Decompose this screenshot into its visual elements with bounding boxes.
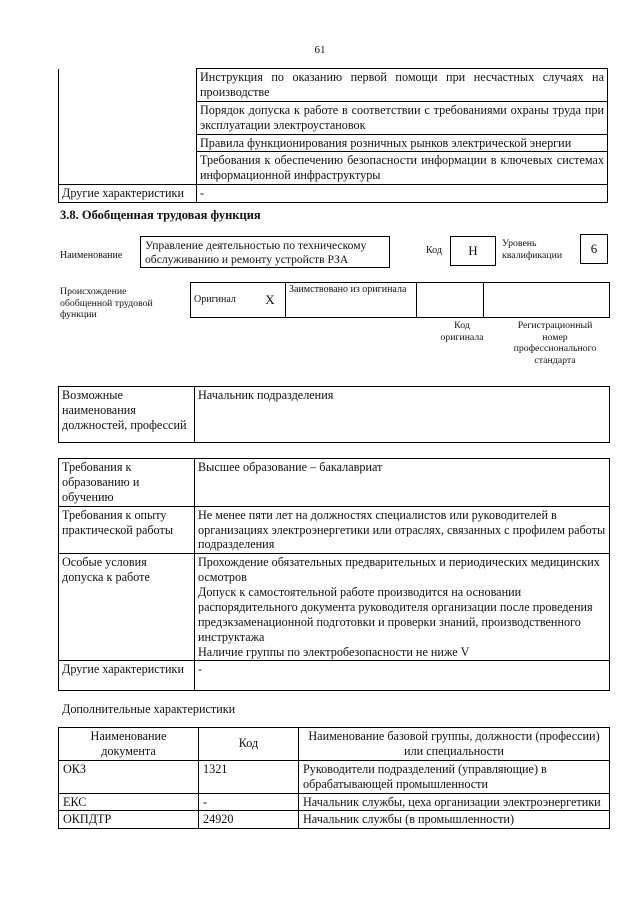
name-label: Наименование: [60, 250, 123, 261]
code-cell: 24920: [199, 811, 299, 829]
code-cell: 1321: [199, 760, 299, 793]
empty-label-cell: [59, 69, 197, 185]
additional-title: Дополнительные характеристики: [62, 702, 236, 716]
code-cell: -: [199, 793, 299, 811]
level-label: Уровень квалификации: [502, 238, 563, 261]
requirement-line: Наличие группы по электробезопасности не ниже V: [198, 644, 470, 659]
knowledge-item: Порядок допуска к работе в соответствии с требованиями охраны труда при эксплуатации электроустановок: [197, 101, 608, 134]
code-caption: Код оригинала: [440, 320, 484, 343]
requirement-line: Допуск к самостоятельной работе производится на основании распорядительного документа руководителя организации после проведения предэкзаменационной подготовки и проверки знаний, производственного инструктажа: [198, 585, 593, 644]
table-row: [59, 811, 610, 829]
requirement-value-list: [195, 554, 610, 661]
table-row: [59, 793, 610, 811]
name-cell: Начальник службы (в промышленности): [299, 811, 610, 829]
table-row: [59, 506, 610, 554]
requirement-value: Высшее образование – бакалавриат: [195, 459, 610, 507]
doc-cell: ОКПДТР: [59, 811, 199, 829]
origin-table: [190, 282, 610, 318]
table-row: [191, 283, 610, 318]
table-row: [59, 185, 608, 203]
page-number: 61: [314, 44, 326, 56]
knowledge-item: Правила функционирования розничных рынков электрической энергии: [197, 134, 608, 152]
table-row: [59, 661, 610, 691]
positions-value: Начальник подразделения: [195, 387, 610, 443]
knowledge-table-continuation: [58, 68, 608, 203]
level-value: 6: [590, 241, 598, 256]
original-mark: X: [255, 283, 286, 318]
function-name-box: [140, 236, 390, 268]
header-document: Наименование документа: [59, 728, 199, 761]
table-row: [59, 459, 610, 507]
other-characteristics-value: -: [197, 185, 608, 203]
registration-number-cell: [484, 283, 610, 318]
doc-cell: ОКЗ: [59, 760, 199, 793]
origin-label: Происхождение обобщенной трудовой функции: [60, 286, 153, 321]
name-cell: Руководители подразделений (управляющие) в обрабатывающей промышленности: [299, 760, 610, 793]
requirement-line: Прохождение обязательных предварительных и периодических медицинских осмотров: [198, 555, 600, 585]
borrowed-label: Заимствовано из оригинала: [286, 283, 417, 318]
table-row: [59, 554, 610, 661]
section-title: 3.8. Обобщенная трудовая функция: [60, 208, 261, 222]
level-box: [580, 234, 608, 264]
knowledge-item: Требования к обеспечению безопасности информации в ключевых системах информационной инфраструктуры: [197, 152, 608, 185]
registration-caption: Регистрационный номер профессионального стандарта: [513, 320, 597, 366]
table-header-row: [59, 728, 610, 761]
requirement-label: Другие характеристики: [59, 661, 195, 691]
positions-label: Возможные наименования должностей, профессий: [59, 387, 195, 443]
positions-table: [58, 386, 610, 443]
function-name-value: Управление деятельностью по техническому обслуживанию и ремонту устройств РЗА: [145, 239, 367, 266]
code-box: [450, 236, 496, 266]
code-value: Н: [468, 243, 478, 258]
requirement-label: Требования к образованию и обучению: [59, 459, 195, 507]
requirement-label: Особые условия допуска к работе: [59, 554, 195, 661]
other-characteristics-label: Другие характеристики: [59, 185, 197, 203]
header-code: Код: [199, 728, 299, 761]
table-row: [59, 387, 610, 443]
requirement-value: -: [195, 661, 610, 691]
header-name: Наименование базовой группы, должности (профессии) или специальности: [299, 728, 610, 761]
requirement-value: Не менее пяти лет на должностях специалистов или руководителей в организациях электроэнергетики или отраслях, связанных с профилем работы подразделения: [195, 506, 610, 554]
original-code-cell: [417, 283, 484, 318]
additional-table: [58, 727, 610, 829]
original-label: Оригинал: [191, 283, 256, 318]
requirements-table: [58, 458, 610, 691]
knowledge-item: Инструкция по оказанию первой помощи при несчастных случаях на производстве: [197, 69, 608, 102]
table-row: [59, 69, 608, 102]
doc-cell: ЕКС: [59, 793, 199, 811]
requirement-label: Требования к опыту практической работы: [59, 506, 195, 554]
table-row: [59, 760, 610, 793]
name-cell: Начальник службы, цеха организации электроэнергетики: [299, 793, 610, 811]
code-label: Код: [426, 245, 442, 256]
